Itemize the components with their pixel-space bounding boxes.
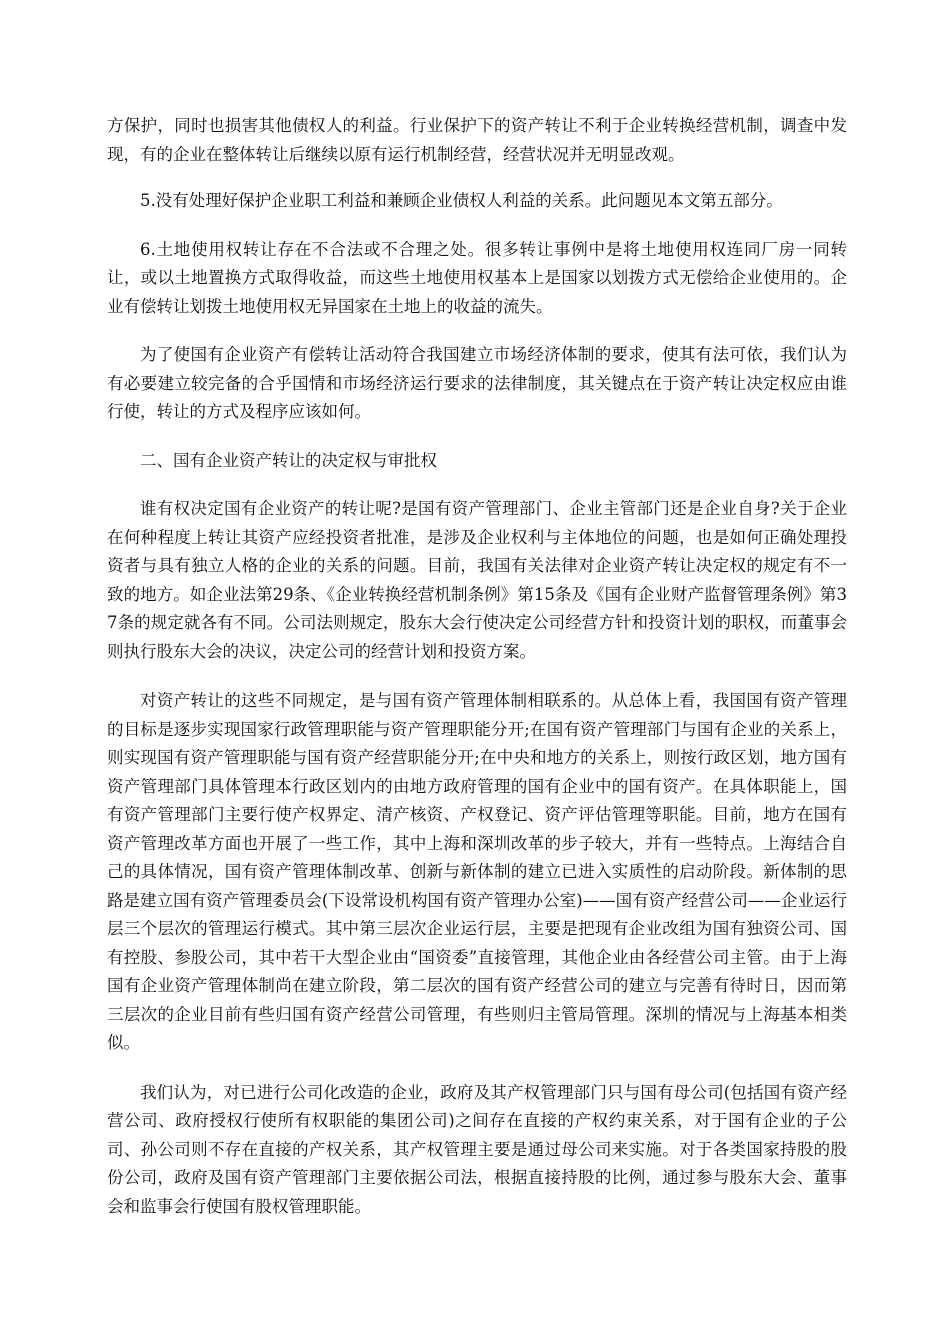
paragraph-item-5: 5.没有处理好保护企业职工利益和兼顾企业债权人利益的关系。此问题见本文第五部分。	[140, 191, 783, 210]
paragraph-item-6: 6.土地使用权转让存在不合法或不合理之处。很多转让事例中是将土地使用权连同厂房一同转让，或以土地置换方式取得收益，而这些土地使用权基本上是国家以划拨方式无偿给企业使用的。企业有偿转让划拨土地使用权无异国家在土地上的收益的流失。	[107, 239, 847, 316]
paragraph-management-system: 对资产转让的这些不同规定，是与国有资产管理体制相联系的。从总体上看，我国国有资产管理的目标是逐步实现国家行政管理职能与资产管理职能分开;在国有资产管理部门与国有企业的关系上，则实现国有资产管理职能与国有资产经营职能分开;在中央和地方的关系上，则按行政区划，地方国有资产管理部门具体管理本行政区划内的由地方政府管理的国有企业中的国有资产。在具体职能上，国有资产管理部门主要行使产权界定、清产核资、产权登记、资产评估管理等职能。目前，地方在国有资产管理改革方面也开展了一些工作，其中上海和深圳改革的步子较大，并有一些特点。上海结合自己的具体情况，国有资产管理体制改革、创新与新体制的建立已进入实质性的启动阶段。新体制的思路是建立国有资产管理委员会(下设常设机构国有资产管理办公室)——国有资产经营公司——企业运行层三个层次的管理运行模式。其中第三层次企业运行层，主要是把现有企业改组为国有独资公司、国有控股、参股公司，其中若干大型企业由“国资委”直接管理，其他企业由各经营公司主管。由于上海国有企业资产管理体制尚在建立阶段，第二层次的国有资产经营公司的建立与完善有待时日，因而第三层次的企业目前有些归国有资产经营公司管理，有些则归主管局管理。深圳的情况与上海基本相类似。	[107, 691, 847, 1052]
paragraph-legal-system: 为了使国有企业资产有偿转让活动符合我国建立市场经济体制的要求，使其有法可依，我们认为有必要建立较完备的合乎国情和市场经济运行要求的法律制度，其关键点在于资产转让决定权应由谁行使，转让的方式及程序应该如何。	[107, 345, 847, 421]
section-heading: 二、国有企业资产转让的决定权与审批权	[140, 450, 437, 470]
document-page	[107, 112, 847, 1241]
paragraph-decision-right: 谁有权决定国有企业资产的转让呢?是国有资产管理部门、企业主管部门还是企业自身?关于企业在何种程度上转让其资产应经投资者批准，是涉及企业权利与主体地位的问题，也是如何正确处理投资者与具有独立人格的企业的关系的问题。目前，我国有关法律对企业资产转让决定权的规定有不一致的地方。如企业法第29条、《企业转换经营机制条例》第15条及《国有企业财产监督管理条例》第37条的规定就各有不同。公司法则规定，股东大会行使决定公司经营方针和投资计划的职权，而董事会则执行股东大会的决议，决定公司的经营计划和投资方案。	[107, 499, 847, 661]
paragraph-continuation: 方保护，同时也损害其他债权人的利益。行业保护下的资产转让不利于企业转换经营机制，调查中发现，有的企业在整体转让后继续以原有运行机制经营，经营状况并无明显改观。	[107, 116, 847, 164]
paragraph-opinion: 我们认为，对已进行公司化改造的企业，政府及其产权管理部门只与国有母公司(包括国有资产经营公司、政府授权行使所有权职能的集团公司)之间存在直接的产权约束关系，对于国有企业的子公司、孙公司则不存在直接的产权关系，其产权管理主要是通过母公司来实施。对于各类国家持股的股份公司，政府及国有资产管理部门主要依据公司法，根据直接持股的比例，通过参与股东大会、董事会和监事会行使国有股权管理职能。	[107, 1082, 847, 1216]
